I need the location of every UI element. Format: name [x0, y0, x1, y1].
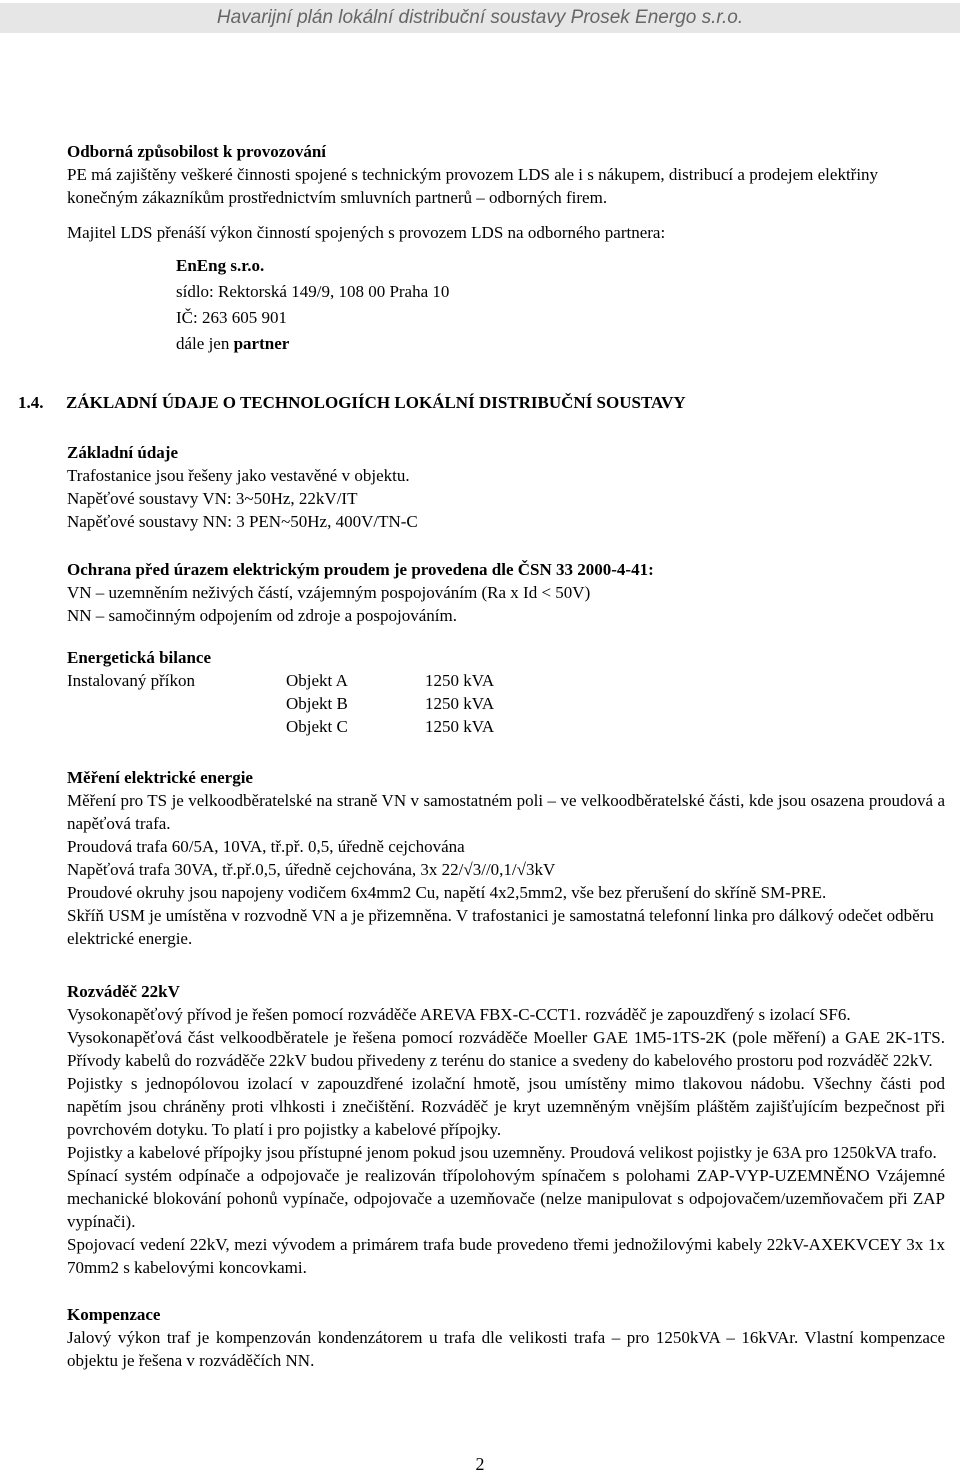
partner-address: sídlo: Rektorská 149/9, 108 00 Praha 10 [176, 282, 450, 301]
partner-dale [176, 331, 945, 357]
bilance-heading: Energetická bilance [67, 648, 212, 667]
kompenzace-paragraph: Jalový výkon traf je kompenzován kondenzátorem u trafa dle velikosti trafa – pro 1250kVA – 16kVAr. Vlastní kompenzace objektu je řešena v rozváděčích NN. [67, 1328, 945, 1370]
partner-dale-prefix: dále jen [176, 334, 234, 353]
bilance-row [67, 692, 494, 715]
mereni-paragraph-1: Měření pro TS je velkoodběratelské na straně VN v samostatném poli – ve velkoodběratelské části, kde jsou osazena proudová a napěťová trafa. [67, 791, 945, 833]
page-number: 2 [475, 1454, 485, 1474]
mereni-paragraph-5: Skříň USM je umístěna v rozvodně VN a je přizemněna. V trafostanici je samostatná telefonní linka pro dálkový odečet odběru elektrické energie. [67, 906, 934, 948]
bilance-object: Objekt A [286, 671, 348, 690]
rozvadec-paragraph: Vysokonapěťový přívod je řešen pomocí rozváděče AREVA FBX-C-CCT1. rozváděč je zapouzdřený s izolací SF6. [67, 1005, 851, 1024]
partner-ic: IČ: 263 605 901 [176, 308, 287, 327]
rozvadec-paragraph: Pojistky s jednopólovou izolací v zapouzdřené izolační hmotě, jsou umístěny mimo tlakovou nádobu. Všechny části pod napětím jsou chráněny proti vlhkosti i znečištění. Rozváděč je kryt uzemněným vnějším pláštěm zajišťujícím bezpečnost při povrchovém dotyku. To platí i pro pojistky a kabelové přípojky. [67, 1074, 945, 1139]
section-title: ZÁKLADNÍ ÚDAJE O TECHNOLOGIÍCH LOKÁLNÍ DISTRIBUČNÍ SOUSTAVY [66, 393, 686, 412]
zakladni-heading: Základní údaje [67, 443, 179, 462]
rozvadec-paragraph: Pojistky a kabelové přípojky jsou přístupné jenom pokud jsou uzemněny. Proudová velikost pojistky je 63A pro 1250kVA trafo. [67, 1143, 937, 1162]
bilance-table [67, 669, 494, 738]
rozvadec-paragraph: Spojovací vedení 22kV, mezi vývodem a primárem trafa bude provedeno třemi jednožilovými kabely 22kV-AXEKVCEY 3x 1x 70mm2 s kabelovými koncovkami. [67, 1235, 945, 1277]
rozvadec-heading: Rozváděč 22kV [67, 982, 180, 1001]
bilance-row [67, 715, 494, 738]
mereni-paragraph-4: Proudové okruhy jsou napojeny vodičem 6x4mm2 Cu, napětí 4x2,5mm2, vše bez přerušení do skříně SM-PRE. [67, 883, 827, 902]
section-body [67, 441, 945, 1372]
zakladni-line-3: Napěťové soustavy NN: 3 PEN~50Hz, 400V/TN-C [67, 512, 418, 531]
rozvadec-paragraph: Spínací systém odpínače a odpojovače je realizován třípolohovým spínačem s polohami ZAP-VYP-UZEMNĚNO Vzájemné mechanické blokování pohonů vypínače, odpojovače a uzemňovače (nelze manipulovat s odpojovačem/uzemňovačem při ZAP vypínači). [67, 1166, 945, 1231]
section-number: 1.4. [18, 393, 44, 412]
zakladni-line-2: Napěťové soustavy VN: 3~50Hz, 22kV/IT [67, 489, 358, 508]
mereni-heading: Měření elektrické energie [67, 768, 253, 787]
bilance-value: 1250 kVA [425, 717, 495, 736]
ochrana-line-1: VN – uzemněním neživých částí, vzájemným pospojováním (Ra x Id < 50V) [67, 583, 591, 602]
ochrana-line-2: NN – samočinným odpojením od zdroje a pospojováním. [67, 606, 457, 625]
section-heading [18, 393, 686, 413]
document-body [67, 140, 945, 357]
zakladni-line-1: Trafostanice jsou řešeny jako vestavěné v objektu. [67, 466, 410, 485]
partner-dale-bold: partner [233, 334, 290, 353]
mereni-paragraph-3: Napěťová trafa 30VA, tř.př.0,5, úředně cejchována, 3x 22/√3//0,1/√3kV [67, 860, 556, 879]
partner-block [176, 253, 945, 357]
majitel-paragraph: Majitel LDS přenáší výkon činností spojených s provozem LDS na odborného partnera: [67, 223, 666, 242]
bilance-label: Instalovaný příkon [67, 671, 195, 690]
bilance-value: 1250 kVA [425, 694, 495, 713]
bilance-row [67, 669, 494, 692]
rozvadec-paragraph: Vysokonapěťová část velkoodběratele je řešena pomocí rozváděče Moeller GAE 1M5-1TS-2K (pole měření) a GAE 2K-1TS. Přívody kabelů do rozváděče 22kV budou přivedeny z terénu do stanice a svedeny do kabelového prostoru pod rozváděč 22kV. [67, 1028, 945, 1070]
kompenzace-heading: Kompenzace [67, 1305, 161, 1324]
bilance-value: 1250 kVA [425, 671, 495, 690]
ochrana-heading: Ochrana před úrazem elektrickým proudem je provedena dle ČSN 33 2000-4-41: [67, 560, 654, 579]
mereni-paragraph-2: Proudová trafa 60/5A, 10VA, tř.př. 0,5, úředně cejchována [67, 837, 465, 856]
page-header: Havarijní plán lokální distribuční soustavy Prosek Energo s.r.o. [0, 3, 960, 33]
odborna-paragraph: PE má zajištěny veškeré činnosti spojené s technickým provozem LDS ale i s nákupem, distribucí a prodejem elektřiny konečným zákazníkům prostřednictvím smluvních partnerů – odborných firem. [67, 165, 879, 207]
bilance-object: Objekt C [286, 717, 348, 736]
partner-name: EnEng s.r.o. [176, 256, 265, 275]
bilance-object: Objekt B [286, 694, 348, 713]
odborna-heading: Odborná způsobilost k provozování [67, 142, 327, 161]
